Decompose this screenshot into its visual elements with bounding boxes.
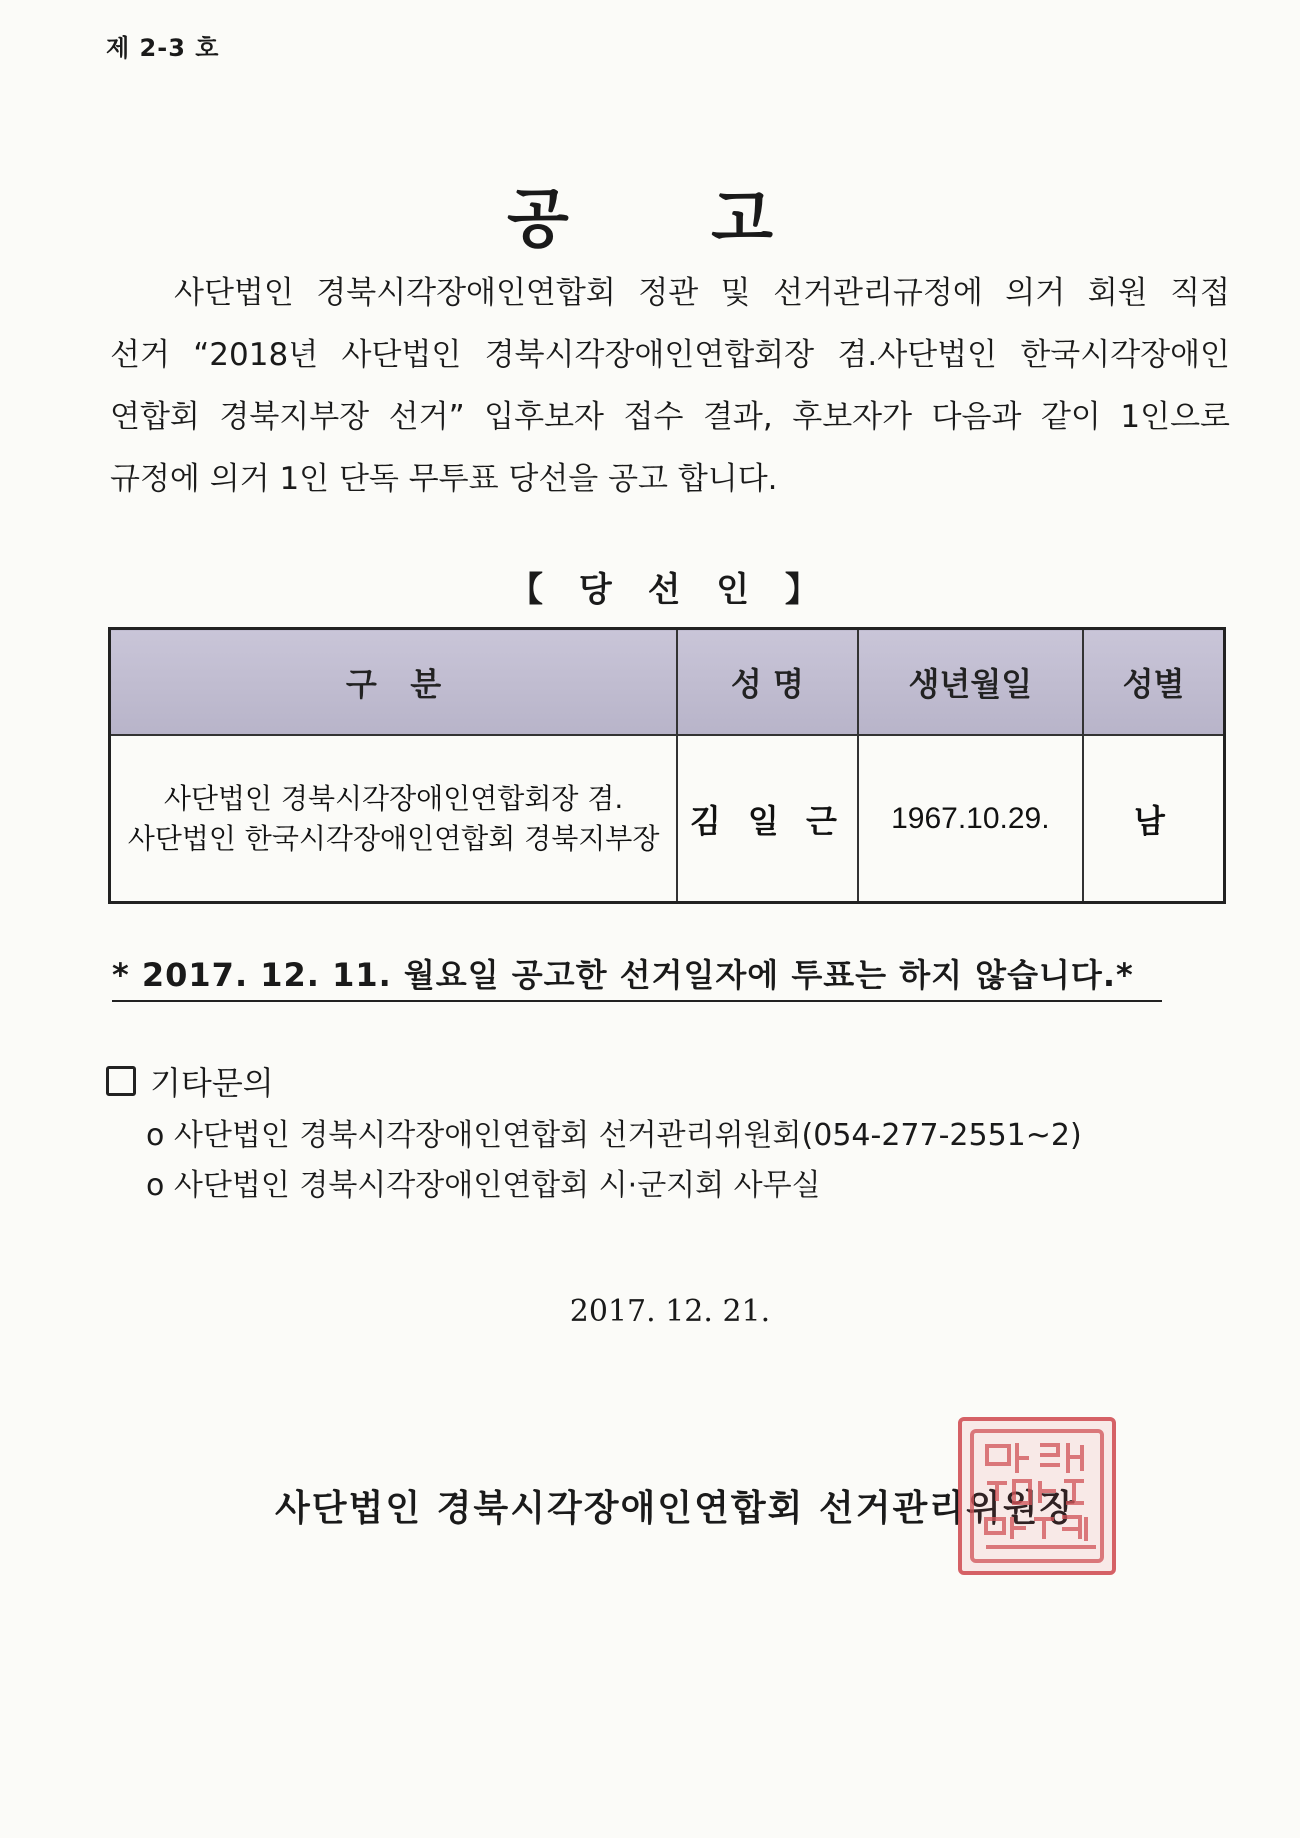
cell-category	[110, 735, 678, 903]
signatory: 사단법인 경북시각장애인연합회 선거관리위원장	[275, 1488, 1077, 1529]
header-birth: 생년월일	[858, 629, 1083, 736]
form-number: 제 2-3 호	[106, 34, 220, 62]
header-name: 성 명	[677, 629, 858, 736]
cell-birth: 1967.10.29.	[858, 735, 1083, 903]
header-sex: 성별	[1083, 629, 1224, 736]
header-category: 구 분	[110, 629, 678, 736]
body-line: 선거 “2018년 사단법인 경북시각장애인연합회장 겸.사단법인 한국시각장애인	[110, 337, 1230, 373]
table-row	[110, 735, 1225, 903]
body-line: 사단법인 경북시각장애인연합회 정관 및 선거관리규정에 의거 회원 직접	[174, 275, 1230, 311]
seal-icon	[962, 1421, 1112, 1571]
category-line-1: 사단법인 경북시각장애인연합회장 겸.	[163, 781, 624, 815]
body-paragraph	[110, 262, 1230, 510]
document-title: 공 고	[507, 183, 833, 257]
body-line: 규정에 의거 1인 단독 무투표 당선을 공고 합니다.	[110, 461, 778, 497]
official-seal-stamp	[958, 1417, 1116, 1575]
issue-date: 2017. 12. 21.	[569, 1294, 771, 1329]
category-line-2: 사단법인 한국시각장애인연합회 경북지부장	[127, 821, 660, 855]
no-vote-notice: * 2017. 12. 11. 월요일 공고한 선거일자에 투표는 하지 않습니다.*	[112, 950, 1162, 1002]
cell-name: 김 일 근	[677, 735, 858, 903]
inquiry-item: o 사단법인 경북시각장애인연합회 선거관리위원회(054-277-2551~2)	[146, 1118, 1082, 1153]
table-header-row	[110, 629, 1225, 736]
cell-sex: 남	[1083, 735, 1224, 903]
inquiry-item: o 사단법인 경북시각장애인연합회 시·군지회 사무실	[146, 1168, 821, 1203]
body-line: 연합회 경북지부장 선거” 입후보자 접수 결과, 후보자가 다음과 같이 1인으로	[110, 399, 1230, 435]
winner-table	[108, 627, 1226, 904]
inquiry-title: 기타문의	[150, 1064, 274, 1102]
winner-heading: 【 당 선 인 】	[509, 570, 831, 610]
checkbox-square-icon	[106, 1066, 136, 1096]
inquiry-section	[106, 1058, 274, 1104]
